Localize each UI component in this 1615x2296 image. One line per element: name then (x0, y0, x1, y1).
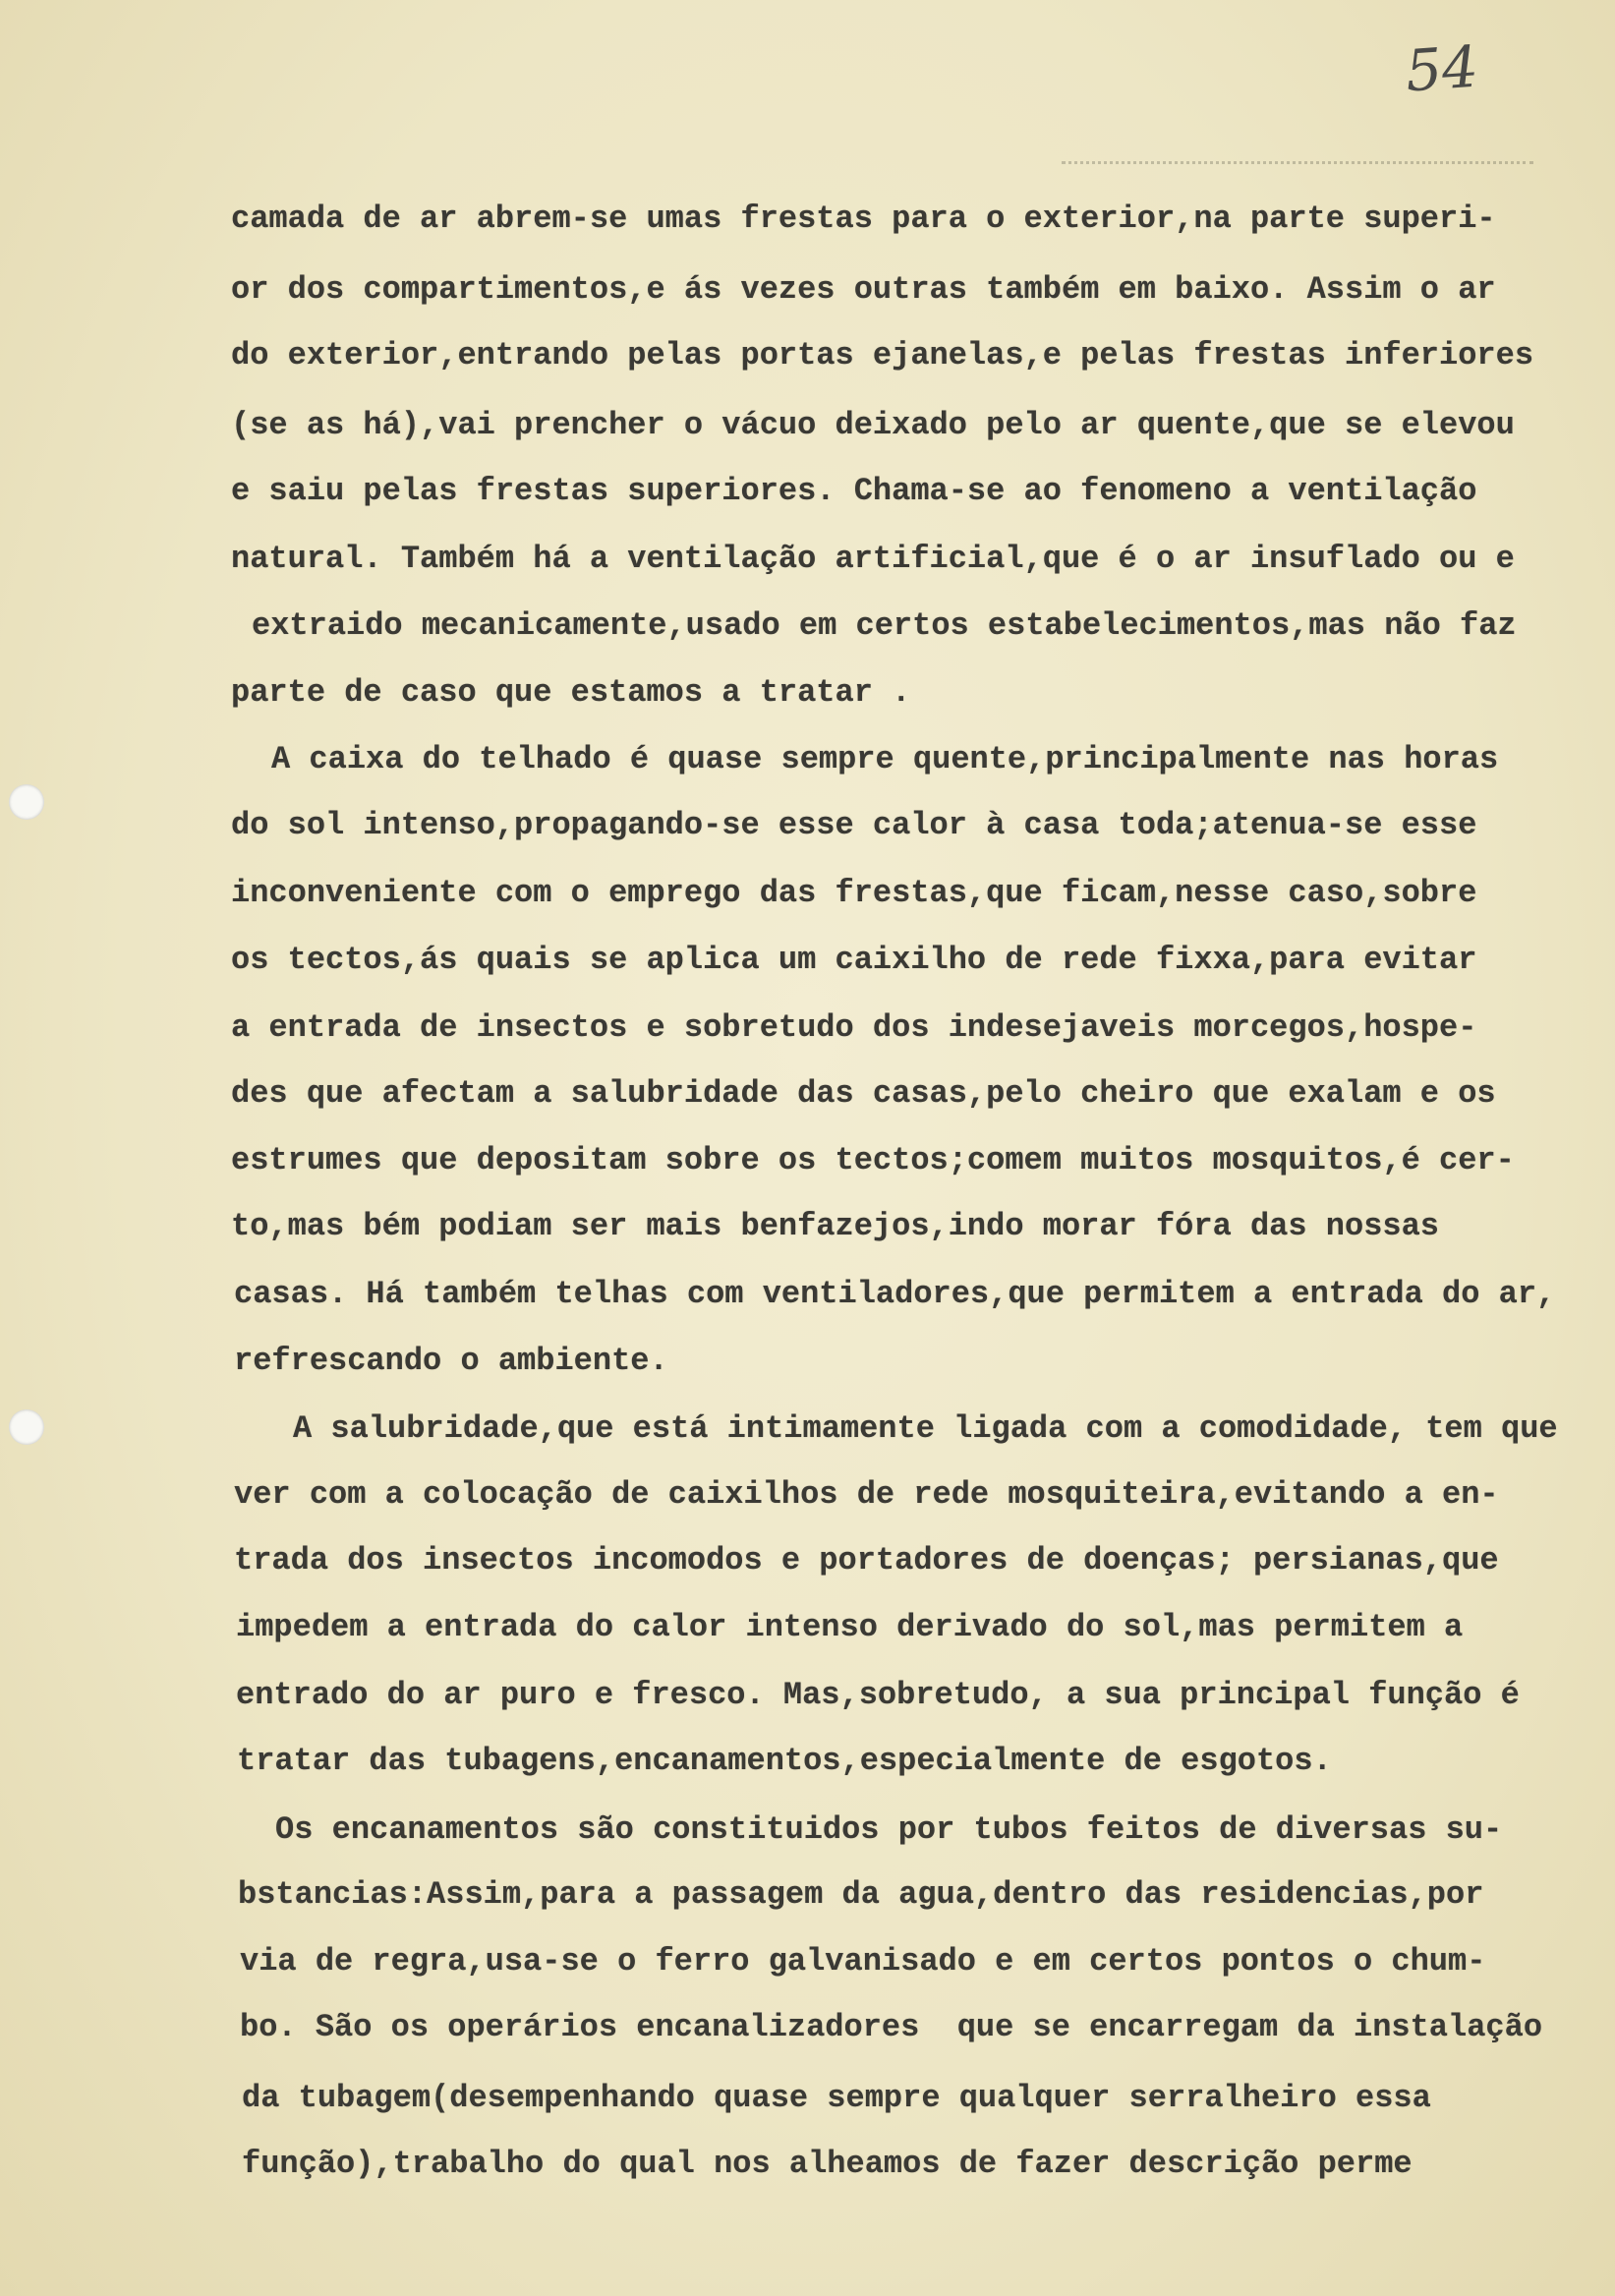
text-line: os tectos,ás quais se aplica um caixilho de rede fixxa,para evitar (231, 942, 1477, 978)
text-line: via de regra,usa-se o ferro galvanisado e em certos pontos o chum- (240, 1943, 1486, 1980)
text-line: inconveniente com o emprego das frestas,que ficam,nesse caso,sobre (231, 875, 1477, 911)
text-line: des que afectam a salubridade das casas,pelo cheiro que exalam e os (231, 1075, 1496, 1112)
text-line: do sol intenso,propagando-se esse calor à casa toda;atenua-se esse (231, 807, 1477, 843)
text-line: da tubagem(desempenhando quase sempre qualquer serralheiro essa (242, 2080, 1431, 2116)
text-line: bstancias:Assim,para a passagem da agua,dentro das residencias,por (238, 1876, 1484, 1913)
text-line: tratar das tubagens,encanamentos,especialmente de esgotos. (237, 1743, 1332, 1779)
text-line: e saiu pelas frestas superiores. Chama-se ao fenomeno a ventilação (231, 473, 1477, 509)
text-line: impedem a entrada do calor intenso derivado do sol,mas permitem a (236, 1609, 1464, 1645)
text-line: A caixa do telhado é quase sempre quente,principalmente nas horas (271, 741, 1499, 777)
text-line: ver com a colocação de caixilhos de rede mosquiteira,evitando a en- (234, 1476, 1499, 1513)
text-line: A salubridade,que está intimamente ligada com a comodidade, tem que (293, 1410, 1558, 1447)
text-line: bo. São os operários encanalizadores que se encarregam da instalação (240, 2009, 1543, 2045)
punch-hole-bottom (9, 1409, 44, 1445)
text-line: a entrada de insectos e sobretudo dos indesejaveis morcegos,hospe- (231, 1009, 1477, 1046)
text-line: natural. Também há a ventilação artificial,que é o ar insuflado ou e (231, 541, 1515, 577)
text-line: casas. Há também telhas com ventiladores,que permitem a entrada do ar, (234, 1276, 1556, 1312)
text-line: (se as há),vai prencher o vácuo deixado pelo ar quente,que se elevou (231, 407, 1515, 443)
text-line: função),trabalho do qual nos alheamos de fazer descrição perme (242, 2146, 1413, 2182)
page-number: 54 (1403, 32, 1481, 105)
faint-dotted-rule (1062, 161, 1533, 164)
text-line: camada de ar abrem-se umas frestas para o exterior,na parte superi- (231, 201, 1496, 237)
text-line: refrescando o ambiente. (234, 1343, 668, 1379)
text-line: to,mas bém podiam ser mais benfazejos,indo morar fóra das nossas (231, 1208, 1439, 1244)
text-line: trada dos insectos incomodos e portadores de doenças; persianas,que (234, 1542, 1499, 1578)
text-line: extraido mecanicamente,usado em certos estabelecimentos,mas não faz (252, 607, 1517, 644)
text-line: do exterior,entrando pelas portas ejanelas,e pelas frestas inferiores (231, 337, 1534, 373)
text-line: Os encanamentos são constituidos por tubos feitos de diversas su- (275, 1811, 1503, 1848)
punch-hole-top (9, 784, 44, 820)
text-line: or dos compartimentos,e ás vezes outras também em baixo. Assim o ar (231, 271, 1496, 308)
text-line: parte de caso que estamos a tratar . (231, 674, 911, 711)
text-line: entrado do ar puro e fresco. Mas,sobretudo, a sua principal função é (236, 1677, 1520, 1713)
text-line: estrumes que depositam sobre os tectos;comem muitos mosquitos,é cer- (231, 1142, 1515, 1178)
